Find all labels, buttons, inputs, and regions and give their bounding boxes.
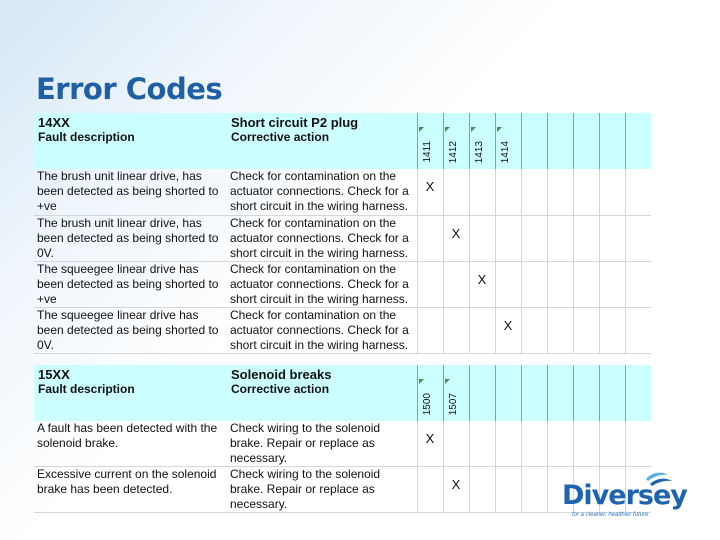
comment-marker-icon <box>471 127 476 132</box>
corrective-action-header: Corrective action <box>231 130 330 144</box>
code-cell <box>547 307 573 353</box>
code-cell <box>469 307 495 353</box>
code-cell <box>469 169 495 215</box>
code-cell <box>599 261 625 307</box>
error-group-code: 15XX <box>38 367 70 382</box>
code-cell <box>547 261 573 307</box>
code-cell <box>573 421 599 467</box>
error-code-label: 1507 <box>447 392 459 415</box>
comment-marker-icon <box>445 127 450 132</box>
code-cell <box>443 421 469 467</box>
code-cell <box>599 169 625 215</box>
corrective-action-cell: Check for contamination on the actuator connections. Check for a short circuit in the wiring harness. <box>227 215 417 261</box>
error-group-heading: Solenoid breaks <box>231 367 332 382</box>
fault-description-header: Fault description <box>38 382 135 396</box>
error-group-heading: Short circuit P2 plug <box>231 115 359 130</box>
table-header-row <box>34 365 651 421</box>
code-cell <box>417 215 443 261</box>
error-group-code: 14XX <box>38 115 70 130</box>
code-match-mark: X <box>469 261 495 307</box>
error-code-label: 1413 <box>473 140 485 163</box>
code-match-mark: X <box>443 467 469 513</box>
corrective-action-cell: Check for contamination on the actuator connections. Check for a short circuit in the wiring harness. <box>227 261 417 307</box>
code-cell <box>521 169 547 215</box>
code-cell <box>573 215 599 261</box>
fault-description-cell: Excessive current on the solenoid brake has been detected. <box>34 467 227 513</box>
table-header-row <box>34 113 651 169</box>
corrective-action-cell: Check wiring to the solenoid brake. Repair or replace as necessary. <box>227 421 417 467</box>
page-title: Error Codes <box>36 72 223 106</box>
error-code-label: 1411 <box>421 141 433 163</box>
logo-tagline: for a cleaner, healthier future <box>572 512 649 518</box>
table-row <box>34 261 651 307</box>
error-code-label: 1414 <box>499 140 511 163</box>
code-cell <box>547 215 573 261</box>
fault-description-cell: The brush unit linear drive, has been detected as being shorted to +ve <box>34 169 227 215</box>
fault-description-cell: The squeegee linear drive has been detected as being shorted to 0V. <box>34 307 227 353</box>
corrective-action-cell: Check wiring to the solenoid brake. Repair or replace as necessary. <box>227 467 417 513</box>
comment-marker-icon <box>445 379 450 384</box>
code-cell <box>495 421 521 467</box>
code-cell <box>469 421 495 467</box>
table-row <box>34 215 651 261</box>
code-cell <box>573 307 599 353</box>
code-cell <box>547 169 573 215</box>
code-cell <box>469 467 495 513</box>
table-row <box>34 467 651 513</box>
fault-description-header: Fault description <box>38 130 135 144</box>
code-cell <box>573 261 599 307</box>
logo-wordmark: Diversey <box>562 480 687 511</box>
code-cell <box>469 215 495 261</box>
code-cell <box>625 261 651 307</box>
corrective-action-cell: Check for contamination on the actuator connections. Check for a short circuit in the wiring harness. <box>227 307 417 353</box>
code-cell <box>417 307 443 353</box>
code-cell <box>599 421 625 467</box>
table-row <box>34 421 651 467</box>
code-cell <box>443 261 469 307</box>
code-cell <box>495 215 521 261</box>
code-cell <box>443 307 469 353</box>
code-match-mark: X <box>495 307 521 353</box>
fault-description-cell: The squeegee linear drive has been detected as being shorted to +ve <box>34 261 227 307</box>
code-cell <box>573 169 599 215</box>
diversey-logo <box>562 470 692 520</box>
code-cell <box>417 261 443 307</box>
error-table-14xx <box>34 113 651 354</box>
code-cell <box>495 467 521 513</box>
code-cell <box>521 467 547 513</box>
code-cell <box>625 169 651 215</box>
table-row <box>34 307 651 353</box>
code-cell <box>625 421 651 467</box>
error-table-15xx <box>34 365 651 513</box>
code-cell <box>521 307 547 353</box>
code-cell <box>599 307 625 353</box>
error-code-label: 1500 <box>421 392 433 415</box>
code-cell <box>521 215 547 261</box>
comment-marker-icon <box>419 127 424 132</box>
fault-description-cell: A fault has been detected with the solenoid brake. <box>34 421 227 467</box>
error-code-label: 1412 <box>447 140 459 163</box>
code-cell <box>599 215 625 261</box>
corrective-action-cell: Check for contamination on the actuator connections. Check for a short circuit in the wiring harness. <box>227 169 417 215</box>
code-cell <box>495 169 521 215</box>
code-cell <box>495 261 521 307</box>
code-cell <box>417 467 443 513</box>
code-cell <box>625 215 651 261</box>
code-cell <box>625 307 651 353</box>
code-cell <box>547 421 573 467</box>
code-match-mark: X <box>417 169 443 215</box>
code-cell <box>521 421 547 467</box>
code-cell <box>521 261 547 307</box>
code-match-mark: X <box>417 421 443 467</box>
comment-marker-icon <box>497 127 502 132</box>
corrective-action-header: Corrective action <box>231 382 330 396</box>
code-match-mark: X <box>443 215 469 261</box>
comment-marker-icon <box>419 379 424 384</box>
table-row <box>34 169 651 215</box>
code-cell <box>443 169 469 215</box>
fault-description-cell: The brush unit linear drive, has been detected as being shorted to 0V. <box>34 215 227 261</box>
